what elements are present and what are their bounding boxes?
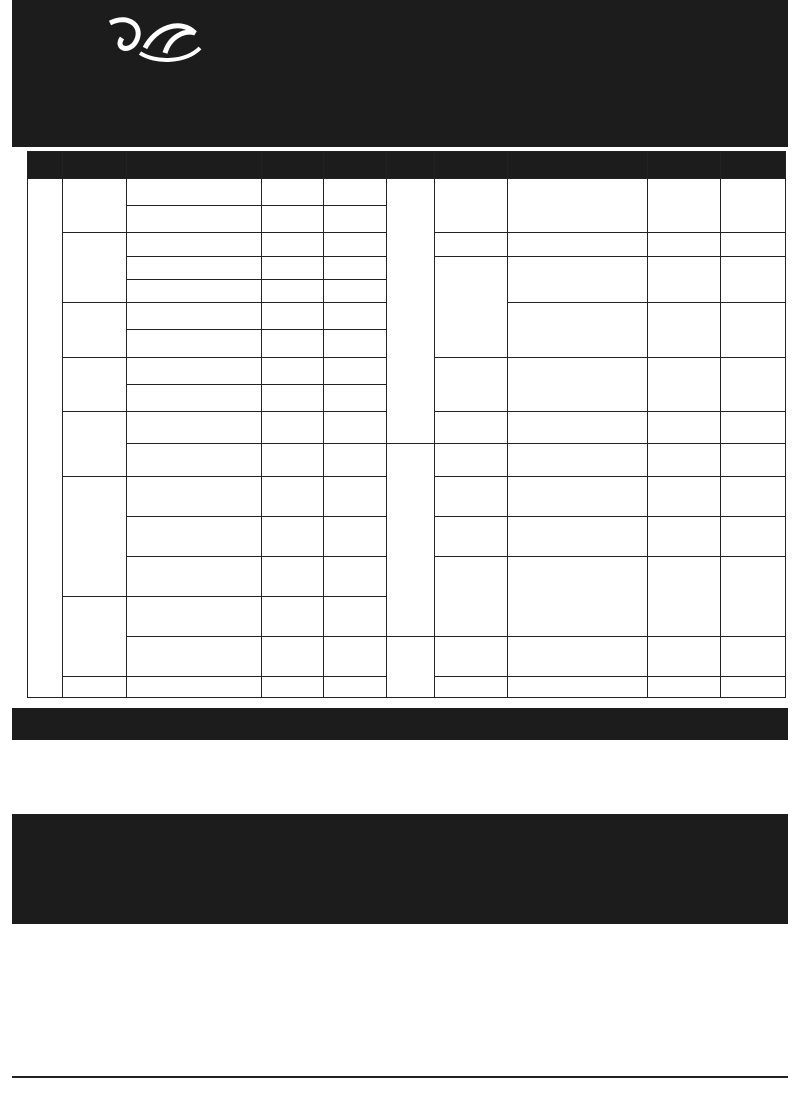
- table-row: [28, 179, 786, 206]
- price-cell: [324, 516, 387, 556]
- workdays-cell: [262, 330, 324, 357]
- visa-type-cell: [127, 556, 262, 596]
- visa-type-cell: [508, 637, 648, 677]
- country-cell: [435, 677, 508, 698]
- country-cell: [435, 556, 508, 636]
- country-cell: [63, 233, 127, 303]
- continent-cell: [28, 179, 63, 698]
- visa-type-cell: [127, 330, 262, 357]
- workdays-cell: [262, 384, 324, 411]
- header-continent: [387, 152, 435, 179]
- workdays-cell: [648, 303, 721, 357]
- swirl-logo-icon: [100, 8, 210, 68]
- visa-type-cell: [508, 256, 648, 303]
- country-cell: [435, 637, 508, 677]
- price-cell: [324, 303, 387, 330]
- header-visa-type: [127, 152, 262, 179]
- table-row: [28, 444, 786, 476]
- header-country: [63, 152, 127, 179]
- country-cell: [435, 476, 508, 516]
- country-cell: [63, 677, 127, 698]
- visa-type-cell: [127, 516, 262, 556]
- workdays-cell: [648, 411, 721, 443]
- price-cell: [721, 357, 786, 411]
- insurance-contact-row: [52, 960, 772, 982]
- consultant-row: [50, 818, 184, 838]
- workdays-cell: [262, 637, 324, 677]
- visa-type-cell: [127, 677, 262, 698]
- price-cell: [324, 476, 387, 516]
- visa-type-cell: [127, 444, 262, 476]
- workdays-cell: [262, 303, 324, 330]
- continent-cell: [387, 444, 435, 637]
- workdays-cell: [262, 556, 324, 596]
- workdays-cell: [262, 357, 324, 384]
- price-cell: [324, 330, 387, 357]
- price-cell: [324, 556, 387, 596]
- insurance-section: [12, 926, 788, 1078]
- price-cell: [721, 179, 786, 233]
- workdays-cell: [648, 256, 721, 303]
- price-cell: [721, 677, 786, 698]
- workdays-cell: [262, 179, 324, 206]
- workdays-cell: [262, 516, 324, 556]
- price-cell: [324, 256, 387, 279]
- country-cell: [435, 516, 508, 556]
- visa-type-cell: [508, 677, 648, 698]
- visa-type-cell: [127, 384, 262, 411]
- country-cell: [63, 411, 127, 476]
- price-cell: [324, 677, 387, 698]
- price-cell: [324, 596, 387, 636]
- country-cell: [435, 357, 508, 411]
- header-workdays: [648, 152, 721, 179]
- urgent-bar: [12, 708, 788, 740]
- visa-type-cell: [127, 233, 262, 256]
- price-cell: [721, 444, 786, 476]
- price-cell: [721, 637, 786, 677]
- country-cell: [63, 596, 127, 676]
- header-workdays: [262, 152, 324, 179]
- header-visa-type: [508, 152, 648, 179]
- visa-type-cell: [127, 596, 262, 636]
- workdays-cell: [648, 233, 721, 256]
- visa-type-cell: [127, 637, 262, 677]
- workdays-cell: [648, 637, 721, 677]
- price-cell: [324, 206, 387, 233]
- visa-type-cell: [508, 303, 648, 357]
- workdays-cell: [648, 677, 721, 698]
- visa-type-cell: [127, 357, 262, 384]
- visa-type-cell: [127, 179, 262, 206]
- workdays-cell: [648, 179, 721, 233]
- address-row: [50, 839, 184, 859]
- country-cell: [63, 357, 127, 411]
- country-cell: [63, 179, 127, 233]
- visa-type-cell: [508, 556, 648, 636]
- price-cell: [721, 256, 786, 303]
- visa-type-cell: [127, 206, 262, 233]
- workdays-cell: [262, 279, 324, 302]
- price-cell: [324, 233, 387, 256]
- country-cell: [435, 411, 508, 443]
- visa-type-cell: [508, 476, 648, 516]
- price-cell: [324, 637, 387, 677]
- contact-panel: [12, 814, 788, 924]
- price-cell: [721, 556, 786, 636]
- visa-type-cell: [508, 516, 648, 556]
- workdays-cell: [262, 206, 324, 233]
- price-cell: [324, 357, 387, 384]
- price-cell: [324, 444, 387, 476]
- price-cell: [721, 233, 786, 256]
- table-header-row: [28, 152, 786, 179]
- ticket-row: [50, 900, 184, 920]
- visa-type-cell: [127, 279, 262, 302]
- visa-type-cell: [127, 256, 262, 279]
- price-cell: [721, 303, 786, 357]
- header-price: [324, 152, 387, 179]
- workdays-cell: [648, 556, 721, 636]
- continent-cell: [387, 179, 435, 444]
- country-cell: [63, 303, 127, 357]
- visa-type-cell: [508, 411, 648, 443]
- price-cell: [324, 384, 387, 411]
- visa-type-cell: [127, 476, 262, 516]
- price-cell: [721, 411, 786, 443]
- continent-cell: [387, 637, 435, 698]
- workdays-cell: [648, 516, 721, 556]
- header-banner: [12, 0, 788, 147]
- table-body: [28, 179, 786, 698]
- header-continent: [28, 152, 63, 179]
- visa-type-cell: [508, 357, 648, 411]
- workdays-cell: [262, 444, 324, 476]
- price-cell: [721, 516, 786, 556]
- country-cell: [63, 476, 127, 596]
- workdays-cell: [648, 476, 721, 516]
- header-price: [721, 152, 786, 179]
- workdays-cell: [648, 444, 721, 476]
- country-cell: [435, 444, 508, 476]
- visa-type-cell: [508, 179, 648, 233]
- country-cell: [435, 233, 508, 256]
- price-cell: [721, 476, 786, 516]
- header-country: [435, 152, 508, 179]
- visa-type-cell: [508, 233, 648, 256]
- price-cell: [324, 179, 387, 206]
- price-cell: [324, 279, 387, 302]
- workdays-cell: [648, 357, 721, 411]
- website-row: [50, 860, 184, 880]
- visa-type-cell: [508, 444, 648, 476]
- price-cell: [324, 411, 387, 443]
- workdays-cell: [262, 256, 324, 279]
- insurance-body: [52, 960, 772, 982]
- visa-type-cell: [127, 411, 262, 443]
- workdays-cell: [262, 677, 324, 698]
- country-cell: [435, 179, 508, 233]
- workdays-cell: [262, 411, 324, 443]
- workdays-cell: [262, 233, 324, 256]
- visa-type-cell: [127, 303, 262, 330]
- workdays-cell: [262, 596, 324, 636]
- visa-price-table: [27, 151, 786, 698]
- country-cell: [435, 256, 508, 357]
- workdays-cell: [262, 476, 324, 516]
- table-row: [28, 637, 786, 677]
- phone-row: [50, 880, 259, 900]
